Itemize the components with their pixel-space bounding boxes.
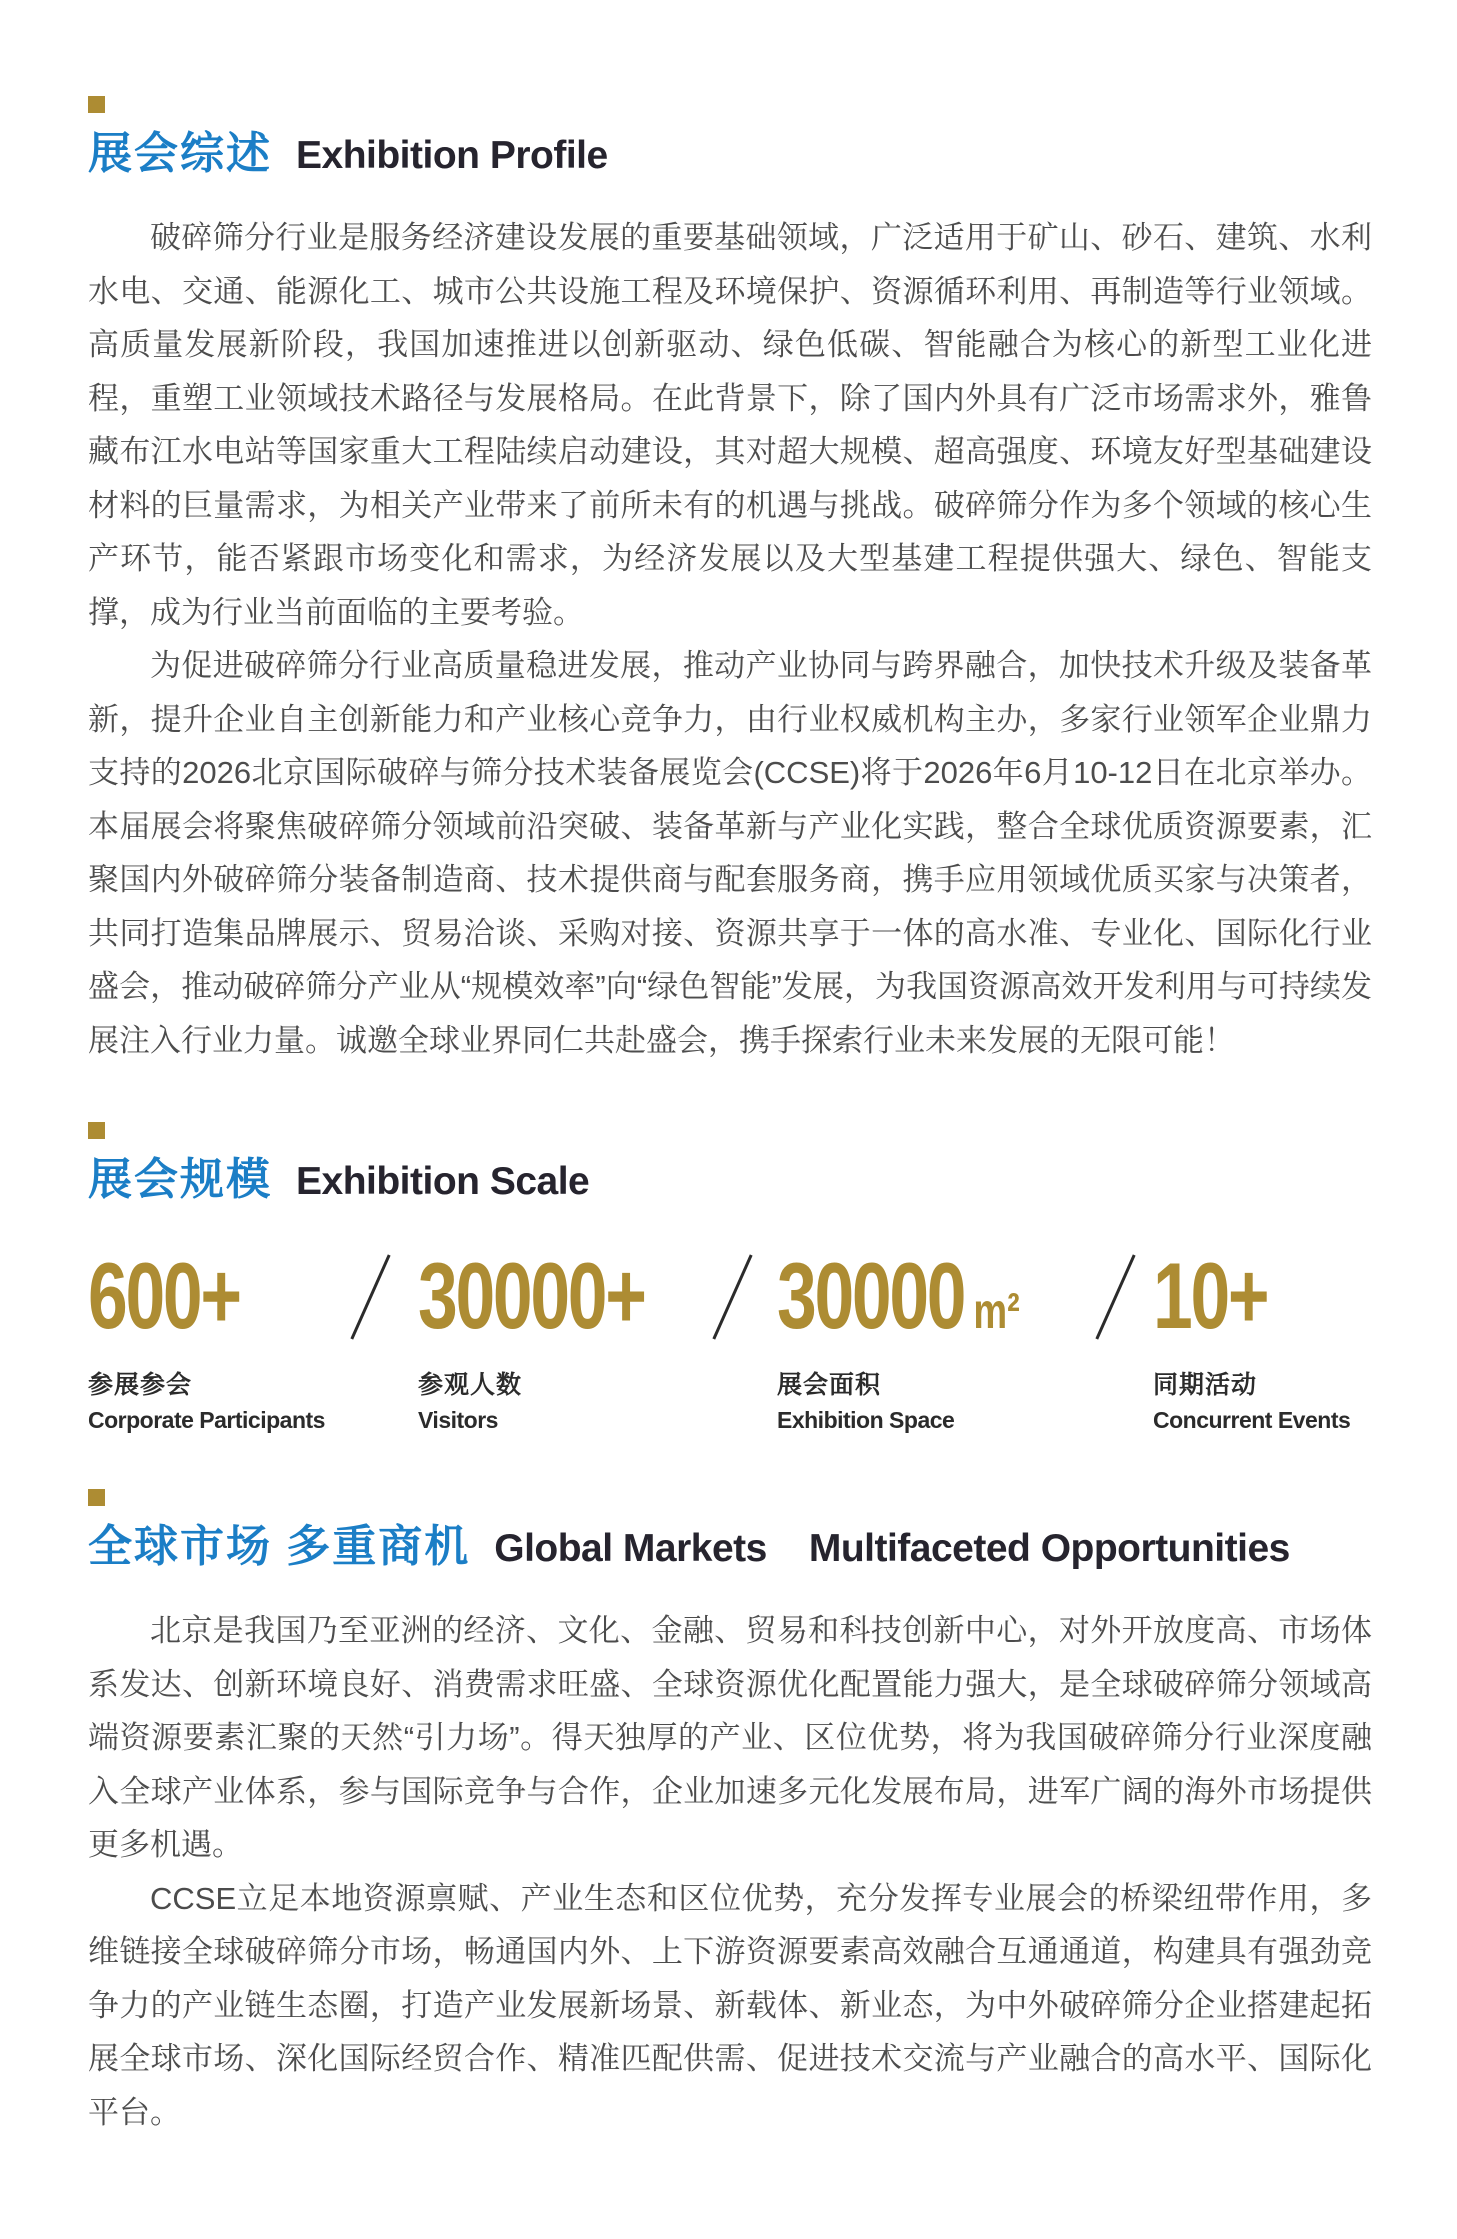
paragraph: 破碎筛分行业是服务经济建设发展的重要基础领域，广泛适用于矿山、砂石、建筑、水利水电、交通、能源化工、城市公共设施工程及环境保护、资源循环利用、再制造等行业领域。高质量发展新阶段，我国加速推进以创新驱动、绿色低碳、智能融合为核心的新型工业化进程，重塑工业领域技术路径与发展格局。在此背景下，除了国内外具有广泛市场需求外，雅鲁藏布江水电站等国家重大工程陆续启动建设，其对超大规模、超高强度、环境友好型基础建设材料的巨量需求，为相关产业带来了前所未有的机遇与挑战。破碎筛分作为多个领域的核心生产环节，能否紧跟市场变化和需求，为经济发展以及大型基建工程提供强大、绿色、智能支撑，成为行业当前面临的主要考验。 [88,220,1372,630]
stat-unit: m² [973,1283,1020,1339]
stat-value: 30000+ [418,1243,645,1348]
heading-zh: 全球市场 多重商机 [88,1522,471,1571]
paragraph: CCSE立足本地资源禀赋、产业生态和区位优势，充分发挥专业展会的桥梁纽带作用，多维链接全球破碎筛分市场，畅通国内外、上下游资源要素高效融合互通通道，构建具有强劲竞争力的产业链生态圈，打造产业发展新场景、新载体、新业态，为中外破碎筛分企业搭建起拓展全球市场、深化国际经贸合作、精准匹配供需、促进技术交流与产业融合的高水平、国际化平台。 [88,1880,1372,2130]
gold-square-icon [88,1489,105,1506]
heading-en: Global Markets Multifaceted Opportunities [494,1527,1290,1570]
heading-en: Exhibition Scale [296,1160,590,1203]
section-exhibition-scale [88,1122,1372,1434]
stat-label-zh: 参展参会 [88,1371,193,1399]
section-exhibition-profile [88,96,1372,1067]
stat-label-en: Concurrent Events [1153,1407,1351,1433]
slash-icon [712,1254,752,1339]
stat-label-en: Corporate Participants [88,1407,325,1433]
slash-icon [1095,1254,1135,1339]
stat-visitors [418,1243,688,1434]
heading-zh: 展会综述 [88,129,272,178]
stat-exhibition-space [777,1243,1077,1434]
heading-zh: 展会规模 [88,1155,272,1204]
stat-label-zh: 展会面积 [777,1371,882,1399]
gold-square-icon [88,96,105,113]
section-heading-exhibition-profile [88,96,1372,181]
heading-en: Exhibition Profile [296,134,608,177]
stat-label-zh: 同期活动 [1153,1371,1258,1399]
paragraph: 为促进破碎筛分行业高质量稳进发展，推动产业协同与跨界融合，加快技术升级及装备革新，提升企业自主创新能力和产业核心竞争力，由行业权威机构主办，多家行业领军企业鼎力支持的2026北京国际破碎与筛分技术装备展览会(CCSE)将于2026年6月10-12日在北京举办。本届展会将聚焦破碎筛分领域前沿突破、装备革新与产业化实践，整合全球优质资源要素，汇聚国内外破碎筛分装备制造商、技术提供商与配套服务商，携手应用领域优质买家与决策者，共同打造集品牌展示、贸易洽谈、采购对接、资源共享于一体的高水准、专业化、国际化行业盛会，推动破碎筛分产业从“规模效率”向“绿色智能”发展，为我国资源高效开发利用与可持续发展注入行业力量。诚邀全球业界同仁共赴盛会，携手探索行业未来发展的无限可能！ [88,648,1372,1058]
stat-value: 600+ [88,1243,240,1348]
paragraph: 北京是我国乃至亚洲的经济、文化、金融、贸易和科技创新中心，对外开放度高、市场体系发达、创新环境良好、消费需求旺盛、全球资源优化配置能力强大，是全球破碎筛分领域高端资源要素汇聚的天然“引力场”。得天独厚的产业、区位优势，将为我国破碎筛分行业深度融入全球产业体系，参与国际竞争与合作，企业加速多元化发展布局，进军广阔的海外市场提供更多机遇。 [88,1613,1372,1862]
section-heading-exhibition-scale [88,1122,1372,1207]
gold-square-icon [88,1122,105,1139]
global-markets-paragraphs [88,1604,1372,2139]
slash-divider [1077,1249,1153,1343]
stat-concurrent-events [1153,1243,1372,1434]
section-heading-global-markets [88,1489,1372,1574]
stat-value: 10+ [1153,1243,1268,1348]
stat-label-en: Visitors [418,1407,498,1433]
section-global-markets [88,1489,1372,2139]
stat-value: 30000 m² [777,1243,1020,1348]
profile-paragraphs [88,211,1372,1067]
stat-label-en: Exhibition Space [777,1407,955,1433]
stat-label-zh: 参观人数 [418,1371,523,1399]
slash-divider [323,1249,418,1343]
stats-row [88,1243,1372,1434]
stat-corporate-participants [88,1243,325,1434]
slash-divider [688,1249,777,1343]
slash-icon [350,1254,390,1339]
